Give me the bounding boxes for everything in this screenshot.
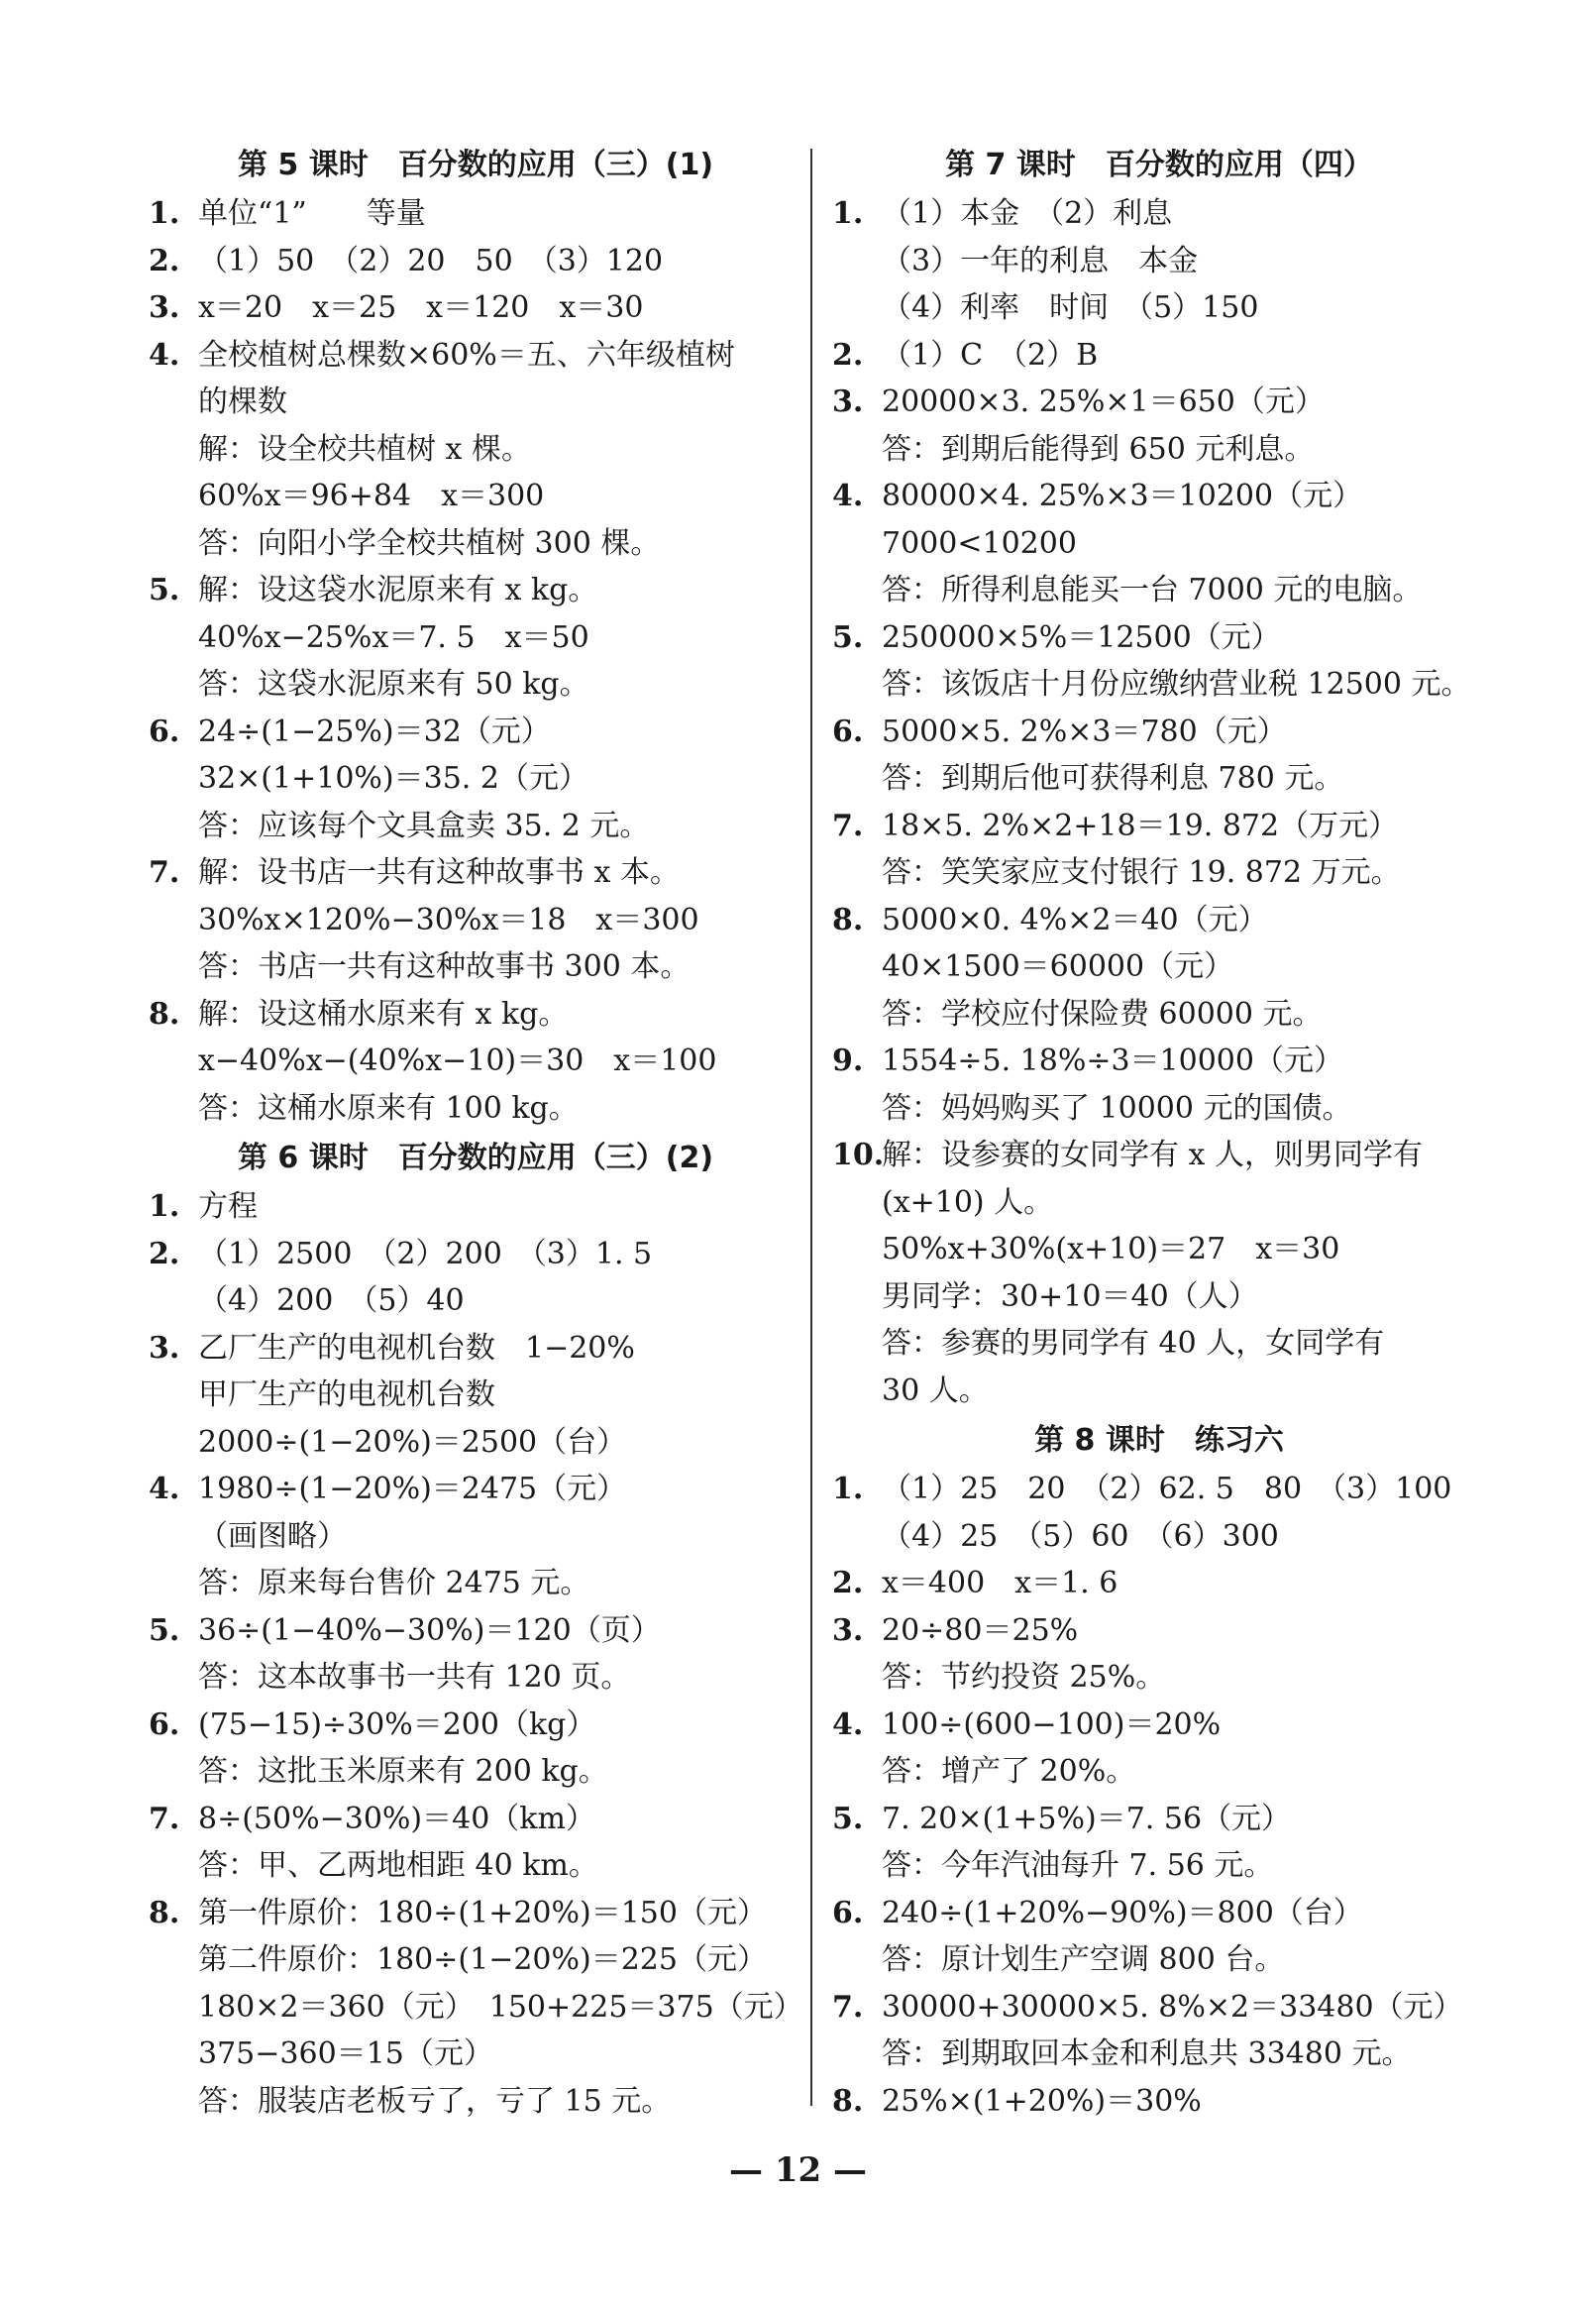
answer-item [149,709,802,850]
item-number: 4. [832,479,864,513]
answer-line: 解：设这桶水原来有 x kg。 [198,996,569,1032]
answer-line: 50%x+30%(x+10)＝27 x＝30 [882,1232,1340,1266]
answer-item [149,238,802,285]
item-number: 6. [149,1706,180,1742]
answer-line: 5000×0. 4%×2＝40（元） [882,902,1268,937]
item-number: 5. [149,573,180,607]
answer-line: 方程 [198,1189,258,1224]
answer-line: 30%x×120%−30%x＝18 x＝300 [198,902,699,937]
lesson-heading: 第 6 课时 百分数的应用（三）(2) [237,1141,714,1175]
item-number: 5. [832,1801,864,1836]
answer-item [149,1890,802,2126]
answer-line: 180×2＝360（元） 150+225＝375（元） [198,1989,803,2025]
item-number: 6. [832,1895,864,1930]
answer-line: 男同学：30+10＝40（人） [882,1278,1258,1314]
answer-line: 答：到期后他可获得利息 780 元。 [882,761,1344,796]
answer-line: 解：设这袋水泥原来有 x kg。 [198,573,598,607]
item-number: 6. [149,714,180,749]
answer-line: 36÷(1−40%−30%)＝120（页） [198,1612,661,1648]
answer-line: （1）25 20 （2）62. 5 80 （3）100 [882,1472,1452,1506]
lesson-heading: 第 8 课时 练习六 [1034,1423,1284,1458]
answer-line: 答：原计划生产空调 800 台。 [882,1942,1285,1977]
answer-item [832,803,1486,897]
answer-item [149,991,802,1133]
answer-item [832,379,1486,473]
answer-item [832,1702,1486,1796]
answer-line: 答：到期后能得到 650 元利息。 [882,431,1315,467]
answer-line: 答：该饭店十月份应缴纳营业税 12500 元。 [882,667,1471,702]
item-number: 3. [832,384,864,419]
answer-item [832,190,1486,332]
answer-line: 375−360＝15（元） [198,2036,493,2071]
answer-item [832,897,1486,1039]
answer-line: 答：向阳小学全校共植树 300 棵。 [198,525,661,561]
answer-item [832,2078,1486,2126]
answer-item [149,1796,802,1890]
answer-item [149,1607,802,1702]
answer-line: 40×1500＝60000（元） [882,949,1234,984]
answer-line: 答：应该每个文具盒卖 35. 2 元。 [198,808,650,843]
answer-item [832,332,1486,380]
answer-line: 的棵数 [198,384,287,419]
answer-line: 答：书店一共有这种故事书 300 本。 [198,949,691,984]
answer-line: x＝400 x＝1. 6 [882,1566,1118,1600]
answer-line: 答：妈妈购买了 10000 元的国债。 [882,1090,1352,1126]
item-number: 10. [832,1138,885,1172]
item-number: 7. [149,1801,180,1836]
lesson-heading: 第 5 课时 百分数的应用（三）(1) [237,148,714,182]
answer-item [832,1890,1486,1984]
answer-line: 40%x−25%x＝7. 5 x＝50 [198,619,589,655]
left-column [149,139,802,2125]
answer-line: 30 人。 [882,1373,989,1408]
answer-line: 答：节约投资 25%。 [882,1660,1166,1695]
answer-item [832,1796,1486,1890]
answer-line: (75−15)÷30%＝200（kg） [198,1706,596,1742]
answer-line: 解：设书店一共有这种故事书 x 本。 [198,855,680,890]
item-number: 9. [832,1044,864,1078]
answer-line: 单位“1” 等量 [198,196,426,231]
answer-line: 答：这本故事书一共有 120 页。 [198,1660,631,1695]
item-number: 3. [149,290,180,325]
answer-line: 答：增产了 20%。 [882,1754,1136,1789]
answer-line: 答：甲、乙两地相距 40 km。 [198,1848,598,1883]
answer-item [832,1132,1486,1414]
answer-line: 答：所得利息能买一台 7000 元的电脑。 [882,573,1423,607]
answer-line: 解：设全校共植树 x 棵。 [198,431,531,467]
answer-item [832,1607,1486,1702]
answer-line: 1980÷(1−20%)＝2475（元） [198,1472,627,1506]
item-number: 8. [832,902,864,937]
answer-line: 答：服装店老板亏了，亏了 15 元。 [198,2083,672,2119]
item-number: 3. [832,1612,864,1648]
answer-line: 7. 20×(1+5%)＝7. 56（元） [882,1801,1292,1836]
answer-line: 第二件原价：180÷(1−20%)＝225（元） [198,1942,767,1977]
answer-item [832,1038,1486,1132]
item-number: 4. [149,1472,180,1506]
answer-line: 240÷(1+20%−90%)＝800（台） [882,1895,1363,1930]
item-number: 1. [149,1189,180,1224]
answer-line: 答：到期取回本金和利息共 33480 元。 [882,2036,1412,2071]
answer-line: 答：学校应付保险费 60000 元。 [882,996,1323,1032]
item-number: 3. [149,1330,180,1366]
answer-line: 1554÷5. 18%÷3＝10000（元） [882,1044,1343,1078]
item-number: 6. [832,714,864,749]
answer-line: 80000×4. 25%×3＝10200（元） [882,479,1363,513]
item-number: 1. [832,1472,864,1506]
answer-line: 20÷80＝25% [882,1612,1079,1648]
answer-line: （4）200 （5）40 [198,1283,465,1318]
item-number: 7. [832,1989,864,2025]
answer-line: x＝20 x＝25 x＝120 x＝30 [198,290,644,325]
answer-line: 甲厂生产的电视机台数 [198,1377,495,1412]
answer-line: 答：这桶水原来有 100 kg。 [198,1090,579,1126]
answer-line: 32×(1+10%)＝35. 2（元） [198,761,588,796]
item-number: 4. [149,337,180,373]
answer-item [149,849,802,991]
answer-item [832,614,1486,709]
answer-line: 5000×5. 2%×3＝780（元） [882,714,1287,749]
answer-line: 答：这批玉米原来有 200 kg。 [198,1754,608,1789]
answer-item [149,284,802,332]
item-number: 2. [832,1566,864,1600]
answer-line: 第一件原价：180÷(1+20%)＝150（元） [198,1895,767,1930]
lesson-heading: 第 7 课时 百分数的应用（四） [945,148,1373,182]
answer-item [832,473,1486,614]
item-number: 5. [832,619,864,655]
answer-item [149,1702,802,1796]
answer-line: 8÷(50%−30%)＝40（km） [198,1801,595,1836]
answer-item [149,1325,802,1467]
answer-item [149,1183,802,1231]
answer-item [149,190,802,238]
answer-item [832,1984,1486,2078]
answer-line: （1）本金 （2）利息 [882,196,1173,231]
column-divider [810,149,812,2106]
answer-line: 解：设参赛的女同学有 x 人，则男同学有 [882,1138,1423,1172]
answer-item [832,1560,1486,1607]
answer-item [149,1231,802,1325]
answer-line: 25%×(1+20%)＝30% [882,2083,1202,2119]
item-number: 5. [149,1612,180,1648]
answer-line: 答：参赛的男同学有 40 人，女同学有 [882,1326,1385,1361]
answer-line: 全校植树总棵数×60%＝五、六年级植树 [198,337,735,373]
item-number: 7. [149,855,180,890]
answer-line: x−40%x−(40%x−10)＝30 x＝100 [198,1044,717,1078]
answer-line: 250000×5%＝12500（元） [882,619,1281,655]
answer-item [832,709,1486,803]
item-number: 2. [832,337,864,373]
answer-item [832,1466,1486,1560]
answer-line: 答：这袋水泥原来有 50 kg。 [198,667,589,702]
answer-line: （1）C （2）B [882,337,1099,373]
item-number: 2. [149,243,180,278]
answer-line: 24÷(1−25%)＝32（元） [198,714,551,749]
item-number: 2. [149,1236,180,1271]
answer-item [149,567,802,709]
answer-line: 乙厂生产的电视机台数 1−20% [198,1330,635,1366]
answer-line: 18×5. 2%×2+18＝19. 872（万元） [882,808,1399,843]
item-number: 4. [832,1706,864,1742]
item-number: 1. [832,196,864,231]
answer-line: 答：笑笑家应支付银行 19. 872 万元。 [882,855,1401,890]
answer-line: 2000÷(1−20%)＝2500（台） [198,1424,627,1460]
answer-line: （4）利率 时间 （5）150 [882,290,1259,325]
answer-line: 60%x＝96+84 x＝300 [198,479,545,513]
answer-line: 20000×3. 25%×1＝650（元） [882,384,1325,419]
item-number: 8. [832,2083,864,2119]
answer-line: （1）50 （2）20 50 （3）120 [198,243,664,278]
answer-line: （3）一年的利息 本金 [882,243,1199,278]
item-number: 1. [149,196,180,231]
answer-line: （1）2500 （2）200 （3）1. 5 [198,1236,653,1271]
answer-line: 30000+30000×5. 8%×2＝33480（元） [882,1989,1463,2025]
answer-line: 答：今年汽油每升 7. 56 元。 [882,1848,1274,1883]
item-number: 8. [149,996,180,1032]
answer-line: 答：原来每台售价 2475 元。 [198,1566,590,1600]
answer-line: （4）25 （5）60 （6）300 [882,1518,1279,1554]
answer-item [149,1466,802,1607]
item-number: 7. [832,808,864,843]
answer-line: （画图略） [198,1518,347,1554]
answer-line: (x+10) 人。 [882,1184,1054,1220]
page-number: — 12 — [729,2150,867,2190]
item-number: 8. [149,1895,180,1930]
answer-item [149,332,802,568]
answer-line: 100÷(600−100)＝20% [882,1706,1222,1742]
right-column [832,139,1486,2125]
answer-line: 7000<10200 [882,525,1077,561]
